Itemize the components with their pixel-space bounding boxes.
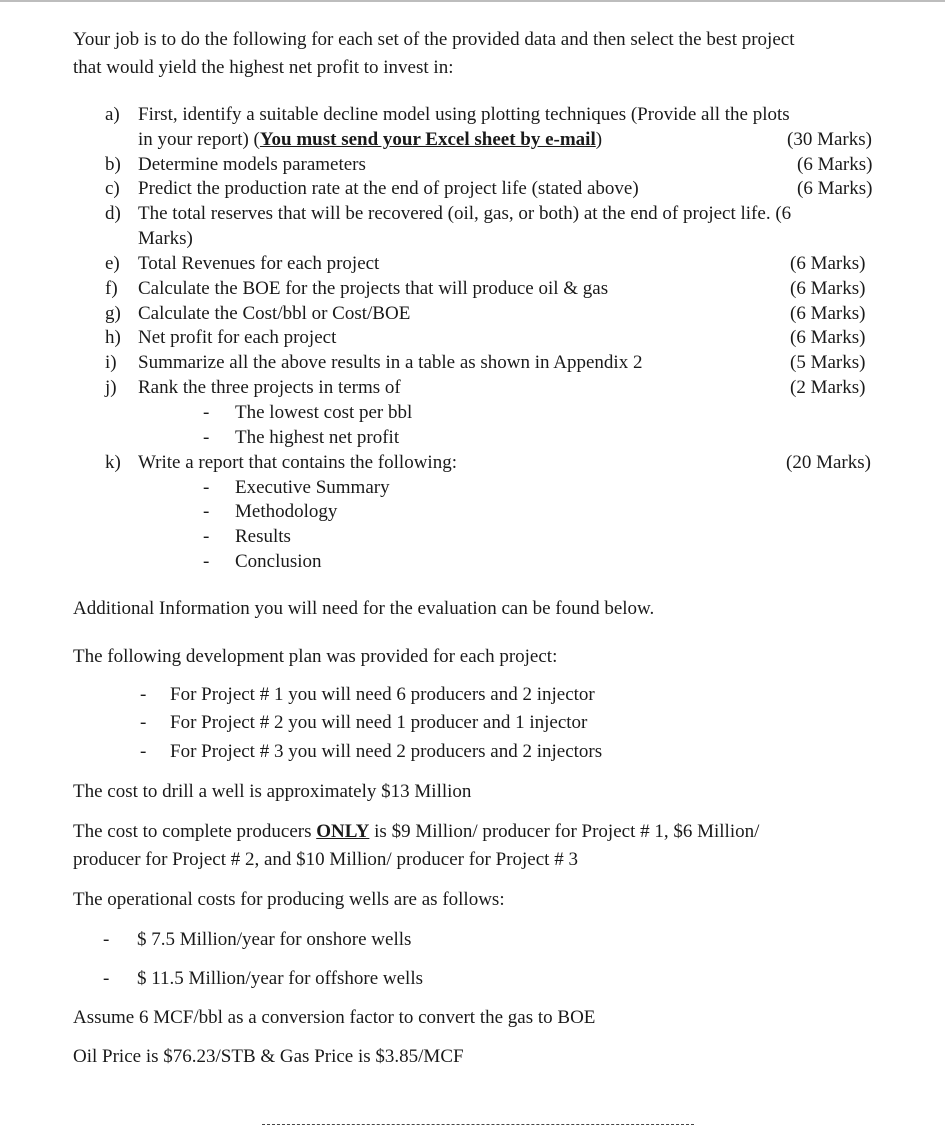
dev-plan-heading: The following development plan was provided for each project: <box>73 646 558 667</box>
task-b-text: Determine models parameters <box>138 154 366 175</box>
only-emphasis: ONLY <box>316 821 370 842</box>
task-k-sub-4: Conclusion <box>235 551 322 572</box>
dash-bullet: - <box>203 526 210 547</box>
task-c-marks: (6 Marks) <box>797 178 873 199</box>
task-e-text: Total Revenues for each project <box>138 253 380 274</box>
task-j-text: Rank the three projects in terms of <box>138 377 401 398</box>
task-j-sub-1: The lowest cost per bbl <box>235 402 413 423</box>
task-g-text: Calculate the Cost/bbl or Cost/BOE <box>138 303 411 324</box>
intro-line-1: Your job is to do the following for each set of the provided data and then select the best project <box>73 29 795 50</box>
task-i-text: Summarize all the above results in a table as shown in Appendix 2 <box>138 352 643 373</box>
task-k-marks: (20 Marks) <box>786 452 871 473</box>
task-h-marks: (6 Marks) <box>790 327 866 348</box>
conversion-factor: Assume 6 MCF/bbl as a conversion factor to convert the gas to BOE <box>73 1007 596 1028</box>
task-a-line-2: in your report) (You must send your Excel sheet by e-mail) <box>138 129 603 150</box>
complete-cost-line-1: The cost to complete producers ONLY is $9 Million/ producer for Project # 1, $6 Million/ <box>73 821 760 842</box>
intro-line-2: that would yield the highest net profit to invest in: <box>73 57 454 78</box>
task-d-line-2: Marks) <box>138 228 193 249</box>
task-j-marks: (2 Marks) <box>790 377 866 398</box>
task-c-text: Predict the production rate at the end of project life (stated above) <box>138 178 639 199</box>
task-a-label: a) <box>105 104 120 125</box>
task-d-line-1: The total reserves that will be recovered (oil, gas, or both) at the end of project life. (6 <box>138 203 792 224</box>
dash-bullet: - <box>203 501 210 522</box>
task-g-marks: (6 Marks) <box>790 303 866 324</box>
task-k-sub-2: Methodology <box>235 501 338 522</box>
op-cost-onshore: $ 7.5 Million/year for onshore wells <box>137 929 412 950</box>
complete-cost-line-2: producer for Project # 2, and $10 Million/ producer for Project # 3 <box>73 849 578 870</box>
dash-bullet: - <box>203 477 210 498</box>
dash-bullet: - <box>203 427 210 448</box>
task-k-label: k) <box>105 452 121 473</box>
task-d-label: d) <box>105 203 121 224</box>
task-a-marks: (30 Marks) <box>787 129 872 150</box>
task-e-marks: (6 Marks) <box>790 253 866 274</box>
top-border <box>0 0 945 2</box>
task-h-label: h) <box>105 327 121 348</box>
task-j-sub-2: The highest net profit <box>235 427 400 448</box>
task-b-marks: (6 Marks) <box>797 154 873 175</box>
task-k-text: Write a report that contains the following: <box>138 452 457 473</box>
task-c-label: c) <box>105 178 120 199</box>
dev-plan-item-3: For Project # 3 you will need 2 producers and 2 injectors <box>170 741 603 762</box>
dashed-separator <box>262 1124 694 1125</box>
task-k-sub-3: Results <box>235 526 291 547</box>
task-h-text: Net profit for each project <box>138 327 337 348</box>
prices: Oil Price is $76.23/STB & Gas Price is $3.85/MCF <box>73 1046 464 1067</box>
task-g-label: g) <box>105 303 121 324</box>
dash-bullet: - <box>203 551 210 572</box>
dash-bullet: - <box>103 968 110 989</box>
task-k-sub-1: Executive Summary <box>235 477 390 498</box>
task-f-text: Calculate the BOE for the projects that will produce oil & gas <box>138 278 609 299</box>
dash-bullet: - <box>140 712 147 733</box>
dash-bullet: - <box>103 929 110 950</box>
task-b-label: b) <box>105 154 121 175</box>
task-e-label: e) <box>105 253 120 274</box>
additional-info: Additional Information you will need for the evaluation can be found below. <box>73 598 655 619</box>
task-f-label: f) <box>105 278 118 299</box>
excel-email-note: You must send your Excel sheet by e-mail <box>259 129 596 150</box>
op-cost-offshore: $ 11.5 Million/year for offshore wells <box>137 968 424 989</box>
dev-plan-item-1: For Project # 1 you will need 6 producers and 2 injector <box>170 684 595 705</box>
dash-bullet: - <box>140 741 147 762</box>
task-i-label: i) <box>105 352 117 373</box>
drill-cost: The cost to drill a well is approximately $13 Million <box>73 781 472 802</box>
task-f-marks: (6 Marks) <box>790 278 866 299</box>
op-costs-heading: The operational costs for producing wells are as follows: <box>73 889 505 910</box>
task-a-line-1: First, identify a suitable decline model using plotting techniques (Provide all the plots <box>138 104 790 125</box>
dash-bullet: - <box>140 684 147 705</box>
task-i-marks: (5 Marks) <box>790 352 866 373</box>
dev-plan-item-2: For Project # 2 you will need 1 producer and 1 injector <box>170 712 588 733</box>
task-j-label: j) <box>105 377 117 398</box>
dash-bullet: - <box>203 402 210 423</box>
